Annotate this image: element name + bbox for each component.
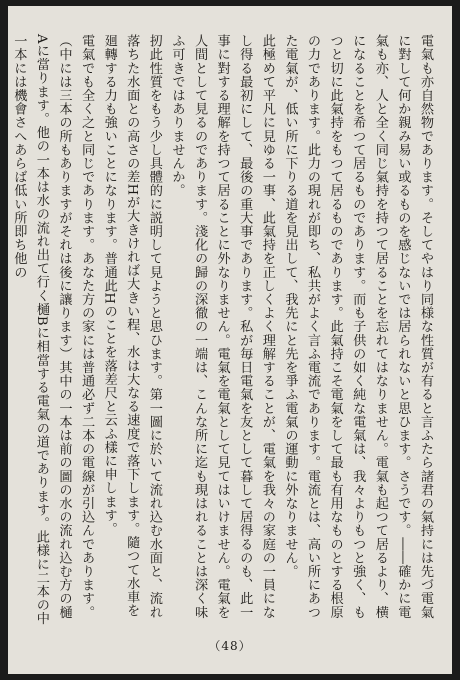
paragraph: 此極めて平凡に見ゆる一事、此氣持を正しくよく理解することが、電氣を我々の家庭の一員になし得る最初にして、最後の重大事であります。私が毎日電氣を友として暮して居得るのも、此一事に對する理解を持つて居ることに外なりません。電氣を電氣として見てはいけません。電氣を人間として見るのであります。淺化の歸の深徹の一端は、こんな所に迄も現はれることは深く味ふ可きではありませんか。 <box>169 34 275 619</box>
paragraph: 電氣も亦自然物であります。そしてやはり同様な性質が有ると言ふたら諸君の氣持には先づ電氣に對して何か親み易い或るものを感じないでは居られないと思ひます。さうです。――確かに電氣も亦、人と全く同じ氣持を持つて居ることを忘れてはなりません。電氣も起つて居るより、横になることを希つて居るものであります。而も子供の如く純な電氣は、我々よりもつと強く、もつと切に此氣持をもつて居るものであります。此氣持こそ電氣をして最も有用なものとする根原の力であります。此力の現れが即ち、私共がよく言ふ電流であります。電流とは、高い所にあつた電氣が、低い所に下りる道を見出して、我先にと先を爭ふ電氣の運動に外なりません。 <box>282 34 433 619</box>
paragraph: 扨此性質をもう少し具體的に説明して見ようと思ひます。第一圖に於いて流れ込む水面と、流れ落ちた水面との高さの差Hが大きければ大きい程、水は大なる速度で落下します。隨つて水車を廻轉する力も強いことになります。普通此Hのことを落差尺と云ふ樣に申します。 <box>101 34 162 619</box>
vertical-text-body <box>11 34 436 628</box>
book-page <box>8 6 452 674</box>
paragraph: 電氣でも全く之と同じであります。あなた方の家には普通必ず二本の電線が引込んであります。（中には三本の所もありますがそれは後に讓ります）其中の一本は前の圖の水の流れ込む方の樋Aに當ります。他の一本は水の流れ出て行く樋Bに相當する電氣の道であります。此様に二本の中一本には機會さへあらば低い所即ち他の <box>11 34 95 626</box>
page-number: （48） <box>208 639 252 653</box>
